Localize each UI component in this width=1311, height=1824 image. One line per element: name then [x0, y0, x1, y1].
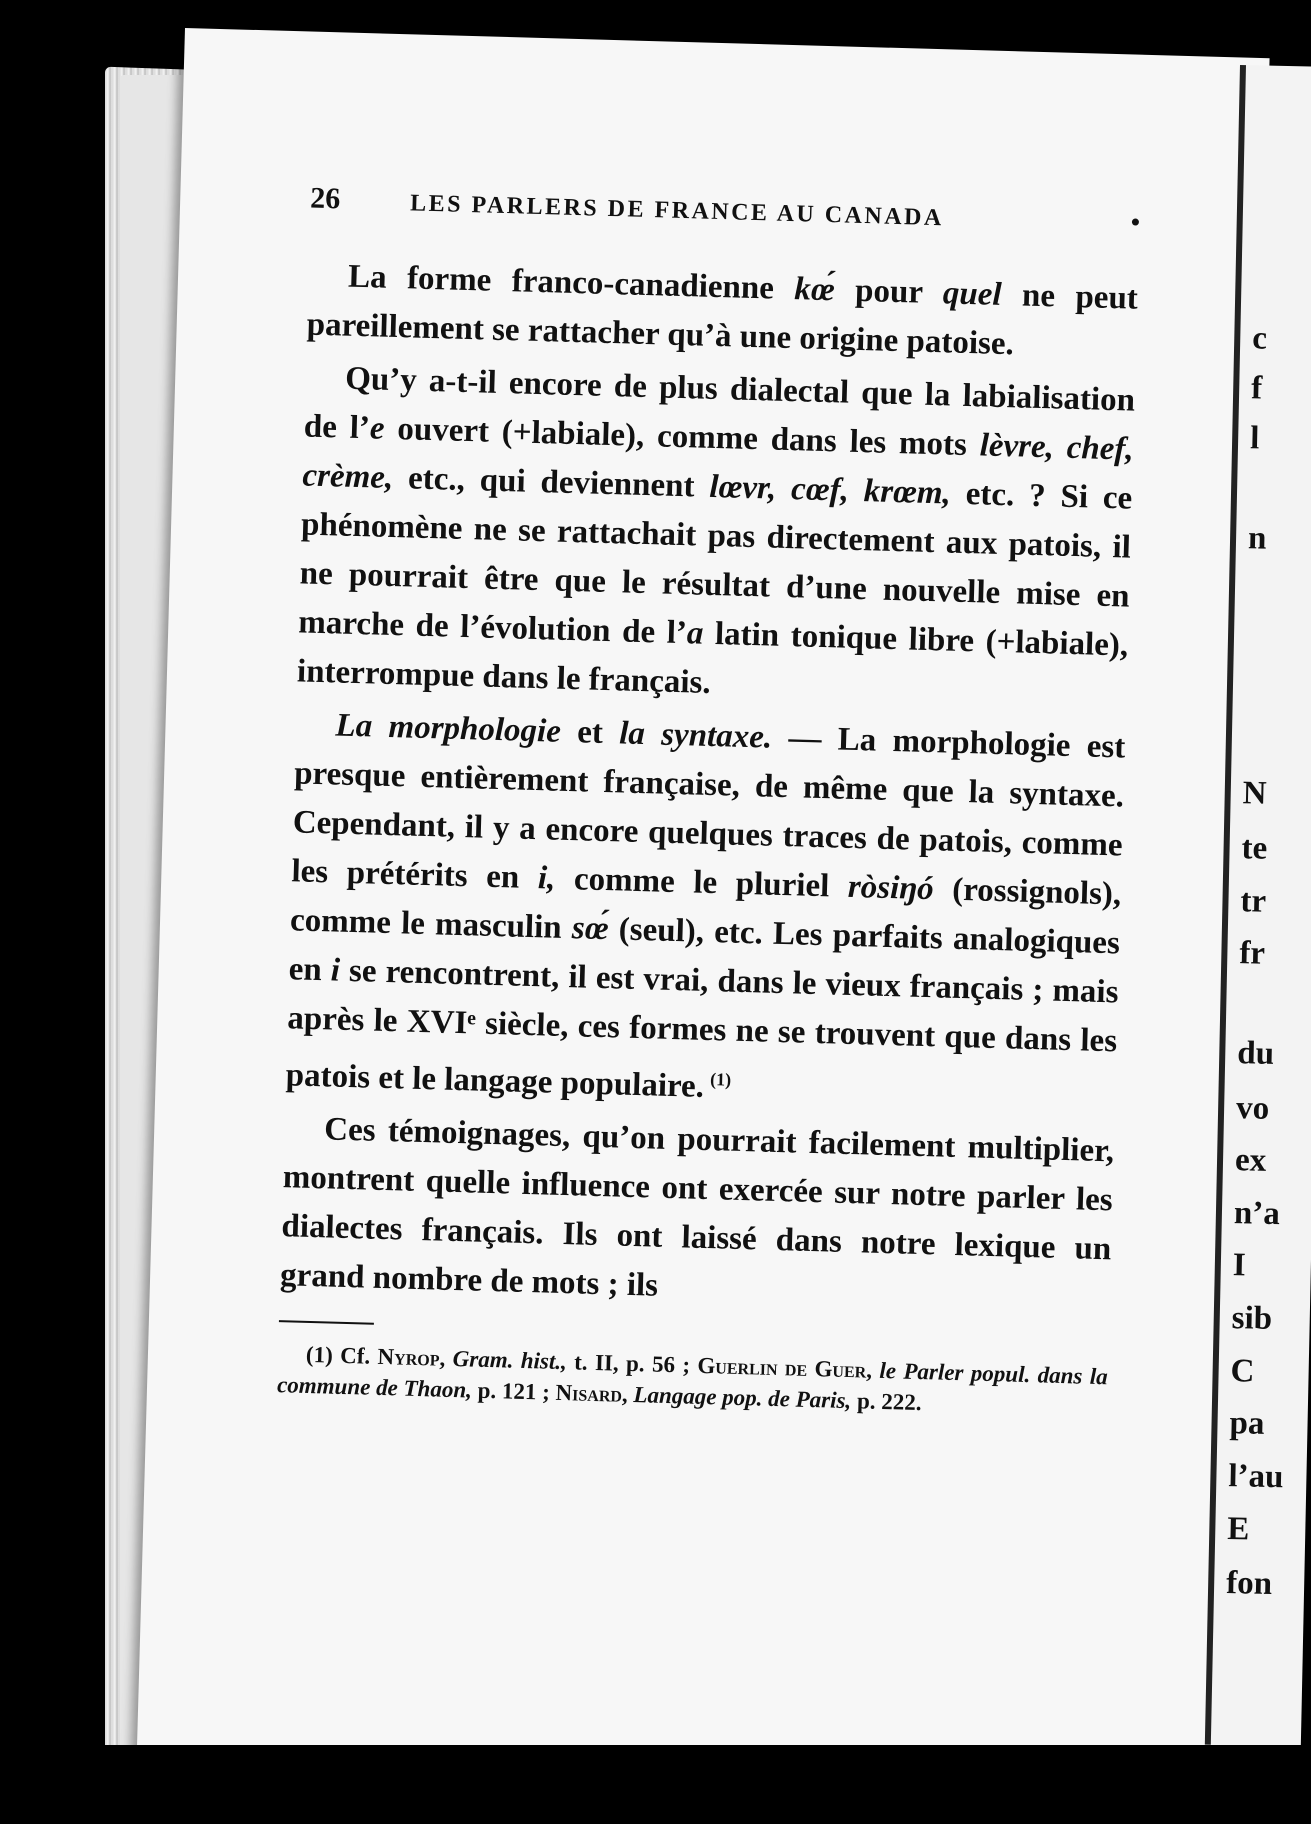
- fragment-text: l: [1249, 420, 1260, 457]
- page-number: 26: [309, 181, 341, 216]
- page-content: [277, 182, 1141, 1424]
- head-marker: •: [1130, 207, 1141, 237]
- text: p. 121 ;: [471, 1377, 556, 1405]
- text: comme le pluriel: [554, 860, 849, 905]
- author-name: Nyrop,: [377, 1343, 446, 1371]
- paragraph-3: [285, 700, 1126, 1123]
- phonetic-term: lœvr, cœf, krœm,: [708, 468, 952, 512]
- italic-term: i,: [537, 860, 556, 897]
- italic-term: i: [330, 952, 341, 989]
- text: (1) Cf.: [305, 1341, 378, 1369]
- fragment-text: c: [1251, 320, 1268, 357]
- text: etc. ? Si ce phénomène ne se rattachait pas directement aux patois, il ne pourrait être que le résultat d’une nouvelle mise en marche de l’évolution de l’: [297, 475, 1133, 652]
- book-page: [136, 28, 1269, 1798]
- scan-background: [0, 1745, 1311, 1824]
- section-heading: la syntaxe.: [618, 715, 773, 756]
- text: t. II, p. 56 ;: [566, 1349, 698, 1378]
- text: latin tonique libre (+labiale), interrompue dans le français.: [296, 615, 1129, 701]
- text: pour: [834, 272, 944, 312]
- fragment-text: E: [1226, 1511, 1250, 1548]
- italic-term: lèvre, chef, crème,: [302, 427, 1135, 496]
- fragment-text: N: [1242, 775, 1267, 812]
- fragment-text: tr: [1240, 883, 1267, 920]
- work-title: le Parler popul. dans la commune de Thaon,: [276, 1357, 1109, 1403]
- footnote-reference[interactable]: (1): [709, 1069, 732, 1090]
- italic-term: quel: [942, 275, 1003, 313]
- work-title: Gram. hist.,: [452, 1345, 568, 1375]
- text: ouvert (+labiale), comme dans les mots: [384, 410, 981, 464]
- running-head: [310, 182, 1141, 239]
- text: et: [560, 713, 620, 752]
- fragment-text: vo: [1235, 1090, 1270, 1127]
- text: ne peut pareillement se rattacher qu’à une origine patoise.: [306, 276, 1139, 363]
- phonetic-term: sœ́: [571, 910, 610, 948]
- fragment-text: sib: [1231, 1300, 1273, 1337]
- fragment-text: n’a: [1233, 1195, 1281, 1233]
- paragraph-4: Ces témoignages, qu’on pourrait facilement multiplier, montrent quelle influence ont exercée sur notre parler les dialectes français. Ils ont laissé dans notre lexique un grand nombre de mots ; ils: [279, 1111, 1115, 1304]
- fragment-text: ex: [1234, 1142, 1267, 1179]
- text: (seul), etc. Les parfaits analogiques en: [288, 911, 1121, 989]
- footnote: [277, 1338, 1108, 1423]
- section-heading: La morphologie: [335, 707, 562, 750]
- paragraph-1: [306, 252, 1138, 373]
- fragment-text: I: [1232, 1247, 1247, 1284]
- running-title: LES PARLERS DE FRANCE AU CANADA: [409, 190, 945, 232]
- text: etc., qui deviennent: [392, 459, 710, 505]
- fragment-text: fr: [1239, 935, 1266, 972]
- phonetic-term: kœ́: [793, 271, 836, 309]
- text: p. 222.: [850, 1388, 922, 1416]
- work-title: Langage pop. de Paris,: [633, 1382, 852, 1414]
- text: — La morphologie est presque entièrement française, de même que la syntaxe. Cependant, il y a encore quelques traces de patois, comme les prétérits en: [290, 719, 1126, 897]
- footnote-rule: [279, 1320, 374, 1325]
- text: se rencontrent, il est vrai, dans le vieux français ; mais après le XVIᵉ siècle, ces formes ne se trouvent que dans les patois et le langage populaire.: [285, 952, 1119, 1105]
- text: (rossignols), comme le masculin: [289, 871, 1122, 947]
- fragment-text: pa: [1229, 1405, 1265, 1442]
- fragment-text: fon: [1225, 1565, 1273, 1603]
- author-name: Guerlin de Guer,: [697, 1352, 873, 1383]
- fragment-text: n: [1247, 520, 1267, 557]
- phonetic-term: ròsiŋó: [847, 868, 935, 908]
- fragment-text: du: [1236, 1035, 1275, 1072]
- fragment-text: C: [1230, 1353, 1255, 1390]
- fragment-text: te: [1241, 830, 1268, 867]
- paragraph-2: [296, 354, 1135, 720]
- text: Qu’y a-t-il encore de plus dialectal que la labialisation de l’: [303, 360, 1136, 447]
- italic-term: e: [369, 410, 386, 447]
- fragment-text: l’au: [1228, 1458, 1284, 1496]
- fragment-text: f: [1250, 370, 1263, 407]
- author-name: Nisard,: [555, 1379, 629, 1407]
- italic-term: a: [686, 615, 704, 652]
- text: La forme franco-canadienne: [347, 258, 795, 308]
